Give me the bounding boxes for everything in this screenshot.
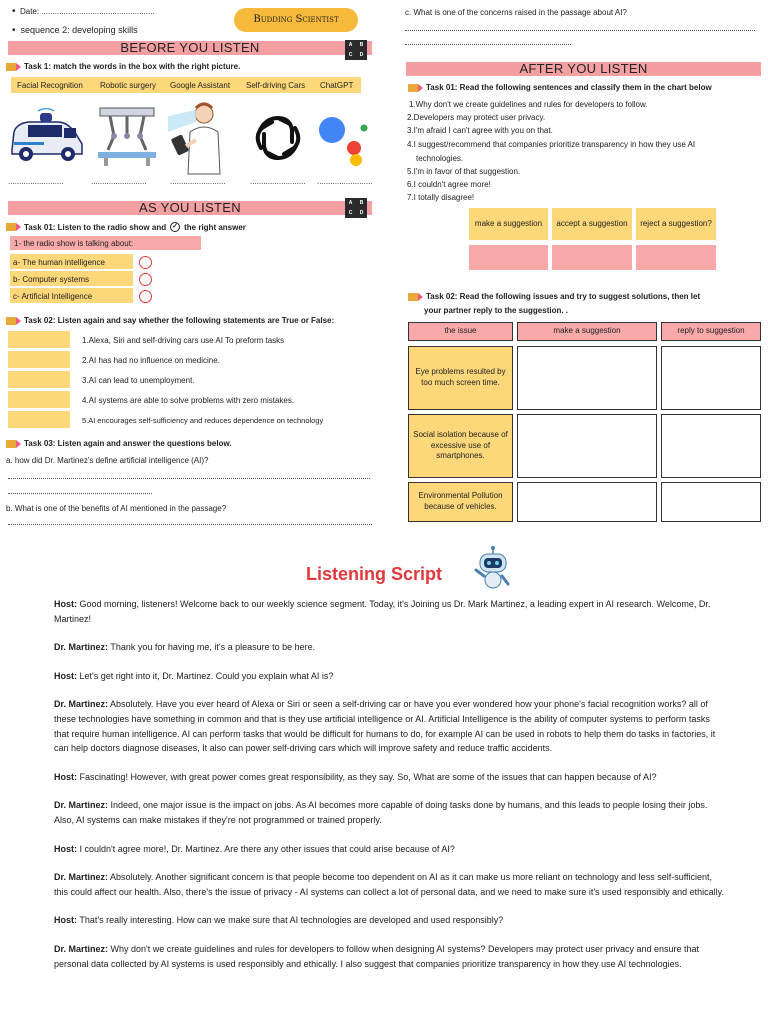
tf-box-5[interactable]	[8, 411, 70, 428]
table-header-make: make a suggestion	[517, 322, 657, 341]
option-b: b- Computer systems	[13, 275, 90, 284]
option-a-circle[interactable]	[139, 256, 152, 269]
sentence-6: 6.I couldn't agree more!	[407, 180, 491, 189]
tf-box-4[interactable]	[8, 391, 70, 408]
script-line: Dr. Martinez: Absolutely. Another significant concern is that people become too dependent on AI as it can make us more reliant on technology and less self-sufficient, this could affect our health. Also, there's the issue of privacy - AI systems can collect a lot of personal data, and we need to make sure it's used responsibly and ethically.	[54, 872, 724, 897]
as-task03: Task 03: Listen again and answer the questions below.	[6, 439, 232, 448]
pencil-icon	[408, 293, 422, 301]
chart-answer-accept[interactable]	[552, 245, 632, 270]
reply-cell-3[interactable]	[661, 482, 761, 522]
answer-line-c2[interactable]	[405, 44, 571, 45]
robotic-surgery-icon	[92, 106, 162, 166]
answer-blank-2[interactable]: .........................	[91, 177, 147, 186]
table-header-reply: reply to suggestion	[661, 322, 761, 341]
tf-box-1[interactable]	[8, 331, 70, 348]
chart-answer-make[interactable]	[469, 245, 548, 270]
statement-1: 1.Alexa, Siri and self-driving cars use AI To preform tasks	[82, 336, 285, 345]
script-line: Host: Good morning, listeners! Welcome back to our weekly science segment. Today, it's Joining us Dr. Mark Martinez, a leading expert in AI research. Welcome, Dr. Martinez!	[54, 599, 711, 624]
sentence-7: 7.I totally disagree!	[407, 193, 475, 202]
option-b-circle[interactable]	[139, 273, 152, 286]
script-line: Dr. Martinez: Absolutely. Have you ever heard of Alexa or Siri or seen a self-driving car or have you ever wondered how your phone's facial recognition works? all of these technologies have something in common and that is they use artificial intelligence or AI. Artificial Intelligence is the ability of computer systems to perform tasks that require human intelligence. AI can perform tasks that would be difficult for humans to do, for example AI can be used in robots to help them do tasks in factories, it can help doctors diagnose diseases, It also can power self-driving cars which will improve safety and reduce traffic accidents.	[54, 699, 716, 754]
reply-cell-2[interactable]	[661, 414, 761, 478]
listening-script-title: Listening Script	[306, 564, 443, 584]
answer-blank-4[interactable]: .........................	[250, 177, 306, 186]
chart-header-reject-label: reject a suggestion?	[640, 218, 712, 228]
google-assistant-icon	[316, 114, 372, 168]
question-c: c. What is one of the concerns raised in the passage about AI?	[405, 8, 627, 17]
answer-blank-3[interactable]: .........................	[170, 177, 226, 186]
script-line: Host: Fascinating! However, with great power comes great responsibility, as they say. So, What are some of the issues that can happen because of AI?	[54, 771, 657, 782]
question-b: b. What is one of the benefits of AI mentioned in the passage?	[6, 504, 227, 513]
statement-5: 5.AI encourages self-sufficiency and reduces dependence on technology	[82, 416, 324, 425]
question-1: 1- the radio show is talking about:	[14, 239, 134, 248]
before-task1: Task 1: match the words in the box with the right picture.	[6, 62, 240, 71]
as-you-listen-title: AS YOU LISTEN	[8, 201, 372, 215]
script-line: Host: That's really interesting. How can we make sure that AI technologies are developed and used responsibly?	[54, 915, 504, 926]
abcd-icon: A B C D	[345, 40, 367, 60]
sentence-4: 4.I suggest/recommend that companies prioritize transparency in how they use AI	[407, 140, 696, 149]
script-body	[54, 597, 726, 985]
word-facial-recognition: Facial Recognition	[17, 81, 83, 90]
abcd-icon: A B C D	[345, 198, 367, 218]
budding-scientist-badge: Budding Scientist	[234, 8, 358, 32]
sequence-line: • sequence 2: developing skills	[12, 25, 138, 36]
pencil-icon	[6, 317, 20, 325]
answer-line-a1[interactable]	[8, 478, 370, 479]
issue-social-isolation: Social isolation because of excessive use of smartphones.	[408, 414, 513, 478]
reply-cell-1[interactable]	[661, 346, 761, 410]
chart-header-accept-label: accept a suggestion	[556, 218, 628, 228]
answer-line-b1[interactable]	[8, 524, 372, 525]
option-c-circle[interactable]	[139, 290, 152, 303]
sentence-1: 1.Why don't we create guidelines and rules for developers to follow.	[409, 100, 648, 109]
word-self-driving-cars: Self-driving Cars	[246, 81, 306, 90]
facial-recognition-icon	[166, 102, 226, 176]
after-task01: Task 01: Read the following sentences and classify them in the chart below	[408, 83, 712, 92]
script-line: Dr. Martinez: Indeed, one major issue is the impact on jobs. As AI becomes more capable of doing tasks done by humans, and this leads to people losing their jobs. Also, AI systems can make mistakes if they're not programmed or trained properly.	[54, 800, 708, 825]
as-task02: Task 02: Listen again and say whether the following statements are True or False:	[6, 316, 334, 325]
script-line: Dr. Martinez: Thank you for having me, it's a pleasure to be here.	[54, 642, 316, 653]
after-you-listen-title: AFTER YOU LISTEN	[406, 62, 761, 76]
option-a: a- The human intelligence	[13, 258, 105, 267]
word-google-assistant: Google Assistant	[170, 81, 231, 90]
as-task01: Task 01: Listen to the radio show and ✓ the right answer	[6, 222, 246, 232]
answer-blank-5[interactable]: .........................	[317, 177, 373, 186]
tf-box-3[interactable]	[8, 371, 70, 388]
pencil-icon	[6, 223, 20, 231]
sentence-5: 5.I'm in favor of that suggestion.	[407, 167, 521, 176]
before-you-listen-title: BEFORE YOU LISTEN	[8, 41, 372, 55]
self-driving-car-icon	[6, 108, 86, 164]
answer-line-a2[interactable]	[8, 493, 152, 494]
suggest-cell-3[interactable]	[517, 482, 657, 522]
tf-box-2[interactable]	[8, 351, 70, 368]
issue-pollution: Environmental Pollution because of vehicles.	[408, 482, 513, 522]
statement-4: 4.AI systems are able to solve problems with zero mistakes.	[82, 396, 295, 405]
script-line: Host: Let's get right into it, Dr. Martinez. Could you explain what AI is?	[54, 670, 334, 681]
pencil-icon	[6, 63, 20, 71]
script-line: Host: I couldn't agree more!, Dr. Martinez. Are there any other issues that could arise because of AI?	[54, 843, 455, 854]
option-c: c- Artificial Intelligence	[13, 292, 93, 301]
script-line: Dr. Martinez: Why don't we create guidelines and rules for developers to follow when designing AI systems? Developers may protect user privacy and ensure that personal data collected by AI systems is used responsibly and ethically. I also suggest that companies prioritize transparency in how they use AI technologies.	[54, 943, 700, 969]
pencil-icon	[6, 440, 20, 448]
answer-blank-1[interactable]: .........................	[8, 177, 64, 186]
after-task02: Task 02: Read the following issues and try to suggest solutions, then let	[408, 292, 700, 301]
sentence-4-cont: technologies.	[416, 154, 464, 163]
pencil-icon	[408, 84, 422, 92]
word-chatgpt: ChatGPT	[320, 81, 354, 90]
sentence-2: 2.Developers may protect user privacy.	[407, 113, 546, 122]
statement-3: 3.AI can lead to unemployment.	[82, 376, 195, 385]
suggest-cell-1[interactable]	[517, 346, 657, 410]
chart-header-make-label: make a suggestion	[474, 218, 543, 228]
statement-2: 2.AI has had no influence on medicine.	[82, 356, 220, 365]
suggest-cell-2[interactable]	[517, 414, 657, 478]
table-header-issue: the issue	[408, 322, 513, 341]
check-circle-icon: ✓	[170, 222, 180, 232]
word-robotic-surgery: Robotic surgery	[100, 81, 157, 90]
question-a: a. how did Dr. Martinez's define artificial intelligence (AI)?	[6, 456, 209, 465]
chatgpt-logo-icon	[250, 110, 306, 166]
sentence-3: 3.I'm afraid I can't agree with you on that.	[407, 126, 553, 135]
after-task02-line2: your partner reply to the suggestion. .	[424, 306, 569, 315]
robot-icon	[472, 546, 514, 590]
answer-line-c1[interactable]	[405, 30, 755, 31]
issue-eye-problems: Eye problems resulted by too much screen time.	[408, 346, 513, 410]
chart-answer-reject[interactable]	[636, 245, 716, 270]
date-line: • Date: ...................................................	[12, 6, 155, 17]
